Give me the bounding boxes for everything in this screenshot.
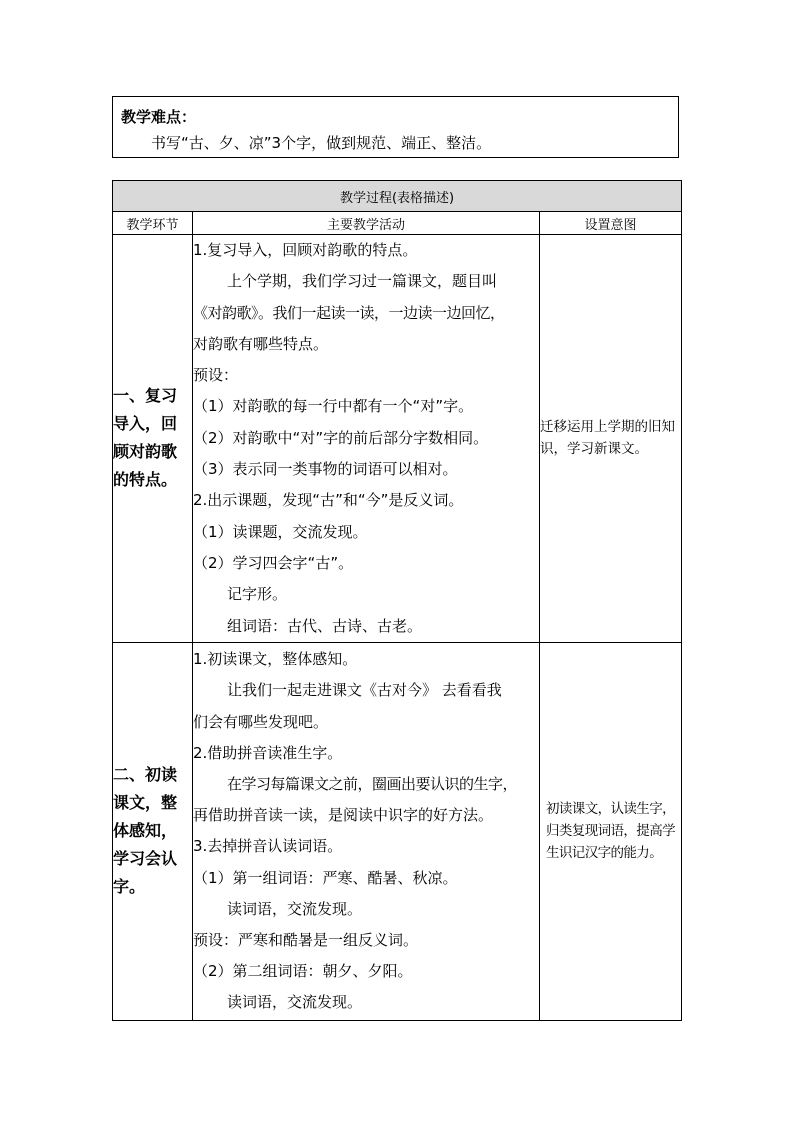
stage-line: 导入，回 (113, 414, 178, 434)
activity-line: 3.去掉拼音认读词语。 (193, 837, 343, 856)
activities-cell (193, 642, 540, 1020)
activity-line: 上个学期，我们学习过一篇课文，题目叫 (227, 272, 498, 291)
activity-line: （2）学习四会字“古”。 (193, 553, 354, 572)
stage-line: 顾对韵歌 (113, 442, 178, 462)
activity-line: 在学习每篇课文之前，圈画出要认识的生字， (227, 774, 518, 793)
activity-line: 2.出示课题，发现“古”和“今”是反义词。 (193, 491, 464, 510)
difficulty-heading: 教学难点： (121, 108, 197, 126)
activity-line: 组词语：古代、古诗、古老。 (227, 616, 423, 635)
activity-line: 读词语，交流发现。 (227, 899, 363, 918)
activity-line: （2）第二组词语：朝夕、夕阳。 (193, 962, 413, 981)
activity-line: 读词语，交流发现。 (227, 993, 363, 1012)
activities-cell (193, 235, 540, 643)
stage-line: 学习会认 (113, 849, 178, 869)
table-title-row (113, 181, 682, 212)
activity-line: （2）对韵歌中“对”字的前后部分字数相同。 (193, 428, 489, 447)
stage-line: 二、初读 (113, 765, 178, 785)
activity-line: 们会有哪些发现吧。 (193, 712, 329, 731)
stage-line: 的特点。 (113, 470, 178, 490)
stage-line: 一、复习 (113, 386, 178, 406)
stage-line: 字。 (113, 877, 146, 897)
difficulty-content: 书写“古、夕、凉”3个字，做到规范、端正、整洁。 (151, 134, 492, 152)
activity-line: 让我们一起走进课文《古对今》 去看看我 (227, 681, 502, 700)
activity-line: （1）读课题，交流发现。 (193, 522, 368, 541)
activity-line: 2.借助拼音读准生字。 (193, 743, 343, 762)
table-title: 教学过程(表格描述) (113, 181, 682, 212)
activity-line: （3）表示同一类事物的词语可以相对。 (193, 460, 458, 479)
table-row (113, 642, 682, 1020)
activity-line: 对韵歌有哪些特点。 (193, 334, 329, 353)
activity-line: 《对韵歌》。我们一起读一读，一边读一边回忆， (193, 303, 505, 322)
teaching-difficulty-box (112, 96, 679, 158)
activity-line: （1）第一组词语：严寒、酷暑、秋凉。 (193, 868, 458, 887)
activity-line: 1.复习导入，回顾对韵歌的特点。 (193, 241, 418, 259)
stage-cell (113, 235, 193, 643)
activity-line: 预设：严寒和酷暑是一组反义词。 (193, 930, 419, 949)
teaching-process-table (112, 180, 682, 1021)
header-purpose: 设置意图 (540, 212, 682, 235)
activity-line: （1）对韵歌的每一行中都有一个“对”字。 (193, 397, 474, 416)
table-row (113, 235, 682, 643)
purpose-cell: 迁移运用上学期的旧知识，学习新课文。 (540, 235, 682, 643)
activity-line: 记字形。 (227, 585, 288, 604)
stage-cell (113, 642, 193, 1020)
stage-line: 体感知， (113, 821, 178, 841)
activity-line: 1.初读课文，整体感知。 (193, 650, 358, 669)
header-stage: 教学环节 (113, 212, 193, 235)
table-header-row (113, 212, 682, 235)
purpose-cell: 初读课文，认读生字，归类复现词语，提高学生识记汉字的能力。 (540, 642, 682, 1020)
activity-line: 预设： (193, 366, 239, 385)
activity-line: 再借助拼音读一读，是阅读中识字的好方法。 (193, 806, 494, 825)
header-activities: 主要教学活动 (193, 212, 540, 235)
stage-line: 课文，整 (113, 793, 178, 813)
